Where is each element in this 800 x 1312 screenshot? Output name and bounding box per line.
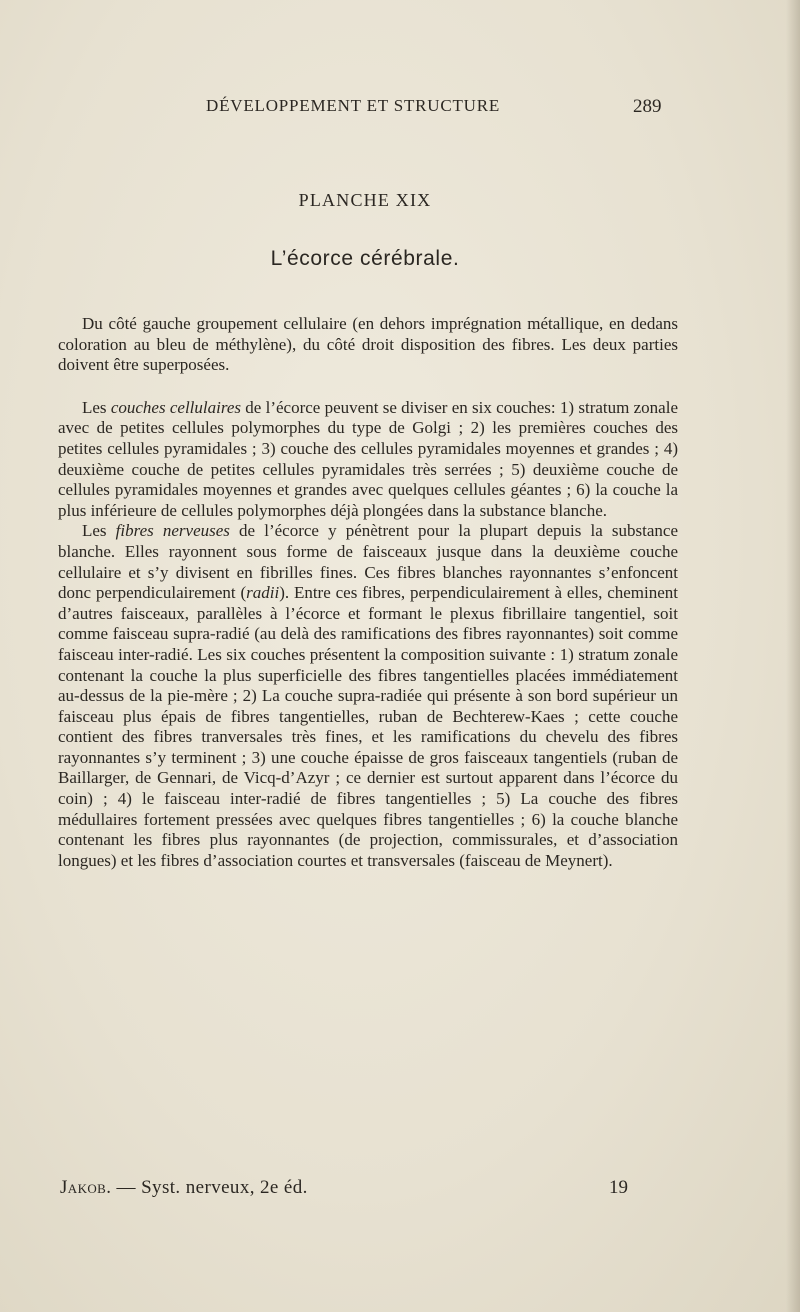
paragraph-lead: Les: [82, 397, 111, 417]
page-edge-shadow: [786, 0, 800, 1312]
plate-label: PLANCHE XIX: [298, 190, 432, 210]
signature-mark: 19: [609, 1177, 628, 1198]
term-nerve-fibres: fibres nerveuses: [115, 521, 230, 541]
plate-title: L’écorce cérébrale.: [270, 247, 460, 270]
paragraph-text: de l’écorce peuvent se diviser en six couches: 1) stratum zonale avec de petites cellules polymorphes du type de Golgi ; 2) les premières couches des petites cellules pyramidales ; 3) couche des cellules pyramidales moyennes et grandes ; 4) deuxième couche de petites cellules pyramidales très serrées ; 5) deuxième couche de cellules pyramidales moyennes et grandes avec quelques cellules géantes ; 6) la couche la plus inférieure de cellules polymorphes déjà plongées dans la substance blanche.: [58, 397, 678, 520]
paragraph-cell-layers: [58, 398, 678, 522]
page-number: 289: [633, 96, 662, 117]
paragraph-lead: Les: [82, 521, 116, 541]
footer-author: Jakob.: [60, 1177, 112, 1198]
term-cell-layers: couches cellulaires: [110, 397, 241, 417]
running-title: DÉVELOPPEMENT ET STRUCTURE: [206, 96, 501, 115]
term-radii: radii: [246, 583, 280, 603]
paragraph-text: ). Entre ces fibres, perpendiculairement à elles, cheminent d’autres faisceaux, parallèles à l’écorce et formant le plexus fibrillaire tangentiel, soit comme faisceau supra-radié (au delà des ramifications des fibres rayonnantes) soit comme faisceau inter-radié. Les six couches présentent la composition suivante : 1) stratum zonale contenant la couche la plus superficielle des fibres tangentielles placées immédiatement au-dessus de la pie-mère ; 2) La couche supra-radiée qui présente à son bord supérieur un faisceau plus épais de fibres tangentielles, ruban de Bechterew-Kaes ; cette couche contient des fibres tranversales très fines, et les ramifications du chevelu des fibres rayonnantes s’y terminent ; 3) une couche épaisse de gros faisceaux tangentiels (ruban de Baillarger, de Gennari, de Vicq-d’Azyr ; ce dernier est surtout apparent dans l’écorce du coin) ; 4) le faisceau inter-radié de fibres tangentielles ; 5) La couche des fibres médullaires fortement pressées avec quelques fibres tangentielles ; 6) la couche blanche contenant les fibres plus rayonnantes (de projection, commissurales, et d’association longues) et les fibres d’association courtes et transversales (faisceau de Meynert).: [58, 583, 678, 870]
paragraph-text: de l’écorce y pénètrent pour la plupart depuis la substance blanche. Elles rayonnent sous forme de faisceaux jusque dans la deuxième couche cellulaire et s’y divisent en fibrilles fines. Ces fibres blanches rayonnantes s’enfoncent donc perpendiculairement (: [58, 521, 679, 603]
footer-work: — Syst. nerveux, 2e éd.: [111, 1177, 308, 1198]
paragraph-intro: Du côté gauche groupement cellulaire (en dehors imprégnation métallique, en dedans coloration au bleu de méthylène), du côté droit disposition des fibres. Les deux parties doivent être superposées.: [58, 314, 678, 375]
paragraph-nerve-fibres: [58, 521, 678, 871]
footer-citation: [60, 1177, 308, 1199]
body-text: [58, 314, 678, 871]
